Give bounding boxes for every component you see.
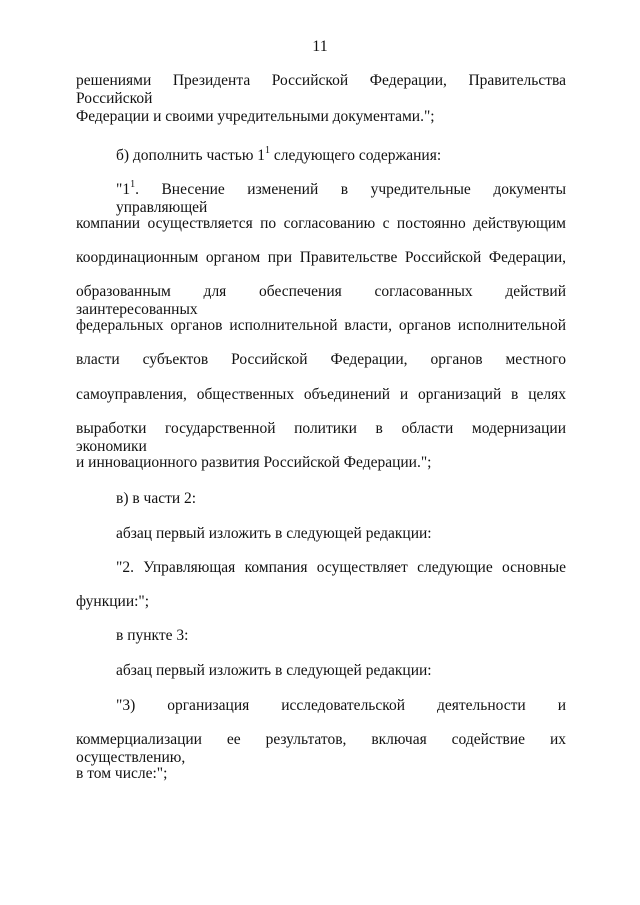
- text-fragment: б) дополнить частью 1: [116, 147, 266, 164]
- text-fragment: следующего содержания:: [270, 147, 442, 164]
- text-line: образованным для обеспечения согласованных действий заинтересованных: [76, 283, 566, 318]
- text-line: федеральных органов исполнительной власти, органов исполнительной: [76, 317, 566, 334]
- text-line: абзац первый изложить в следующей редакции:: [116, 662, 432, 679]
- text-line: функции:";: [76, 593, 150, 610]
- page-number: 11: [312, 38, 328, 55]
- text-line: координационным органом при Правительстве Российской Федерации,: [76, 249, 566, 266]
- text-fragment: . Внесение изменений в учредительные документы управляющей: [116, 181, 566, 216]
- superscript: 1: [130, 179, 136, 190]
- text-line: решениями Президента Российской Федерации, Правительства Российской: [76, 72, 566, 107]
- text-line: самоуправления, общественных объединений и организаций в целях: [76, 386, 566, 403]
- text-line: в том числе:";: [76, 765, 168, 782]
- text-line: и инновационного развития Российской Федерации.";: [76, 454, 432, 471]
- text-line: в пункте 3:: [116, 627, 189, 644]
- text-line: "3) организация исследовательской деятельности и: [116, 697, 566, 714]
- text-line: "2. Управляющая компания осуществляет следующие основные: [116, 559, 566, 576]
- text-line: абзац первый изложить в следующей редакции:: [116, 525, 432, 542]
- text-line: [116, 179, 566, 216]
- text-line: компании осуществляется по согласованию с постоянно действующим: [76, 215, 566, 232]
- text-line: выработки государственной политики в области модернизации экономики: [76, 420, 566, 455]
- text-line: коммерциализации ее результатов, включая содействие их осуществлению,: [76, 731, 566, 766]
- text-line: [116, 147, 441, 165]
- text-line: в) в части 2:: [116, 490, 197, 507]
- text-fragment: "1: [116, 181, 131, 198]
- superscript: 1: [265, 145, 271, 156]
- text-line: власти субъектов Российской Федерации, органов местного: [76, 351, 566, 368]
- text-line: Федерации и своими учредительными документами.";: [76, 108, 435, 125]
